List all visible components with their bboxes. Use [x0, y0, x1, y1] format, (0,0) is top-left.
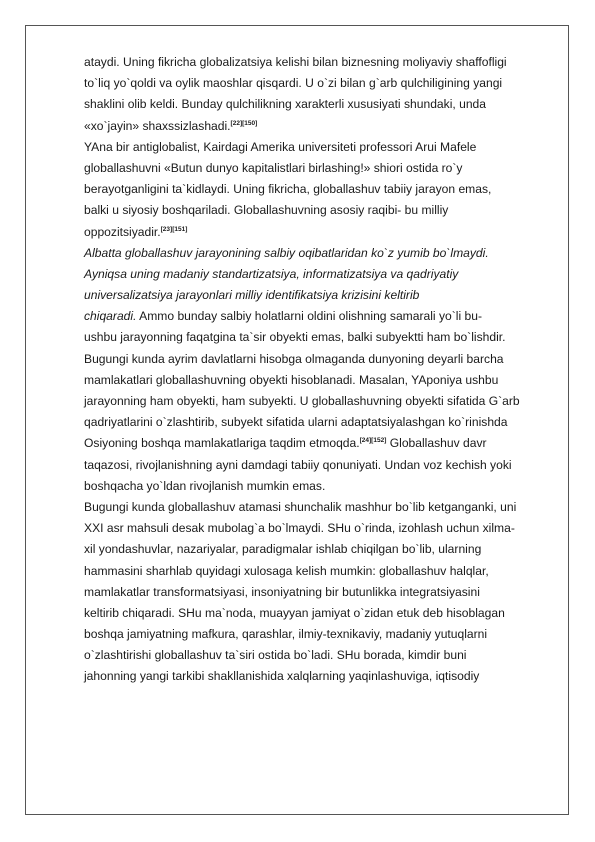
text-segment: Ammo bunday salbiy holatlarni oldini olishning samarali yo`li bu- [136, 309, 482, 324]
italic-segment: chiqaradi. [84, 309, 137, 324]
text-line: Bugungi kunda ayrim davlatlarni hisobga olmaganda dunyoning deyarli barcha [84, 351, 504, 366]
text-line: boshqacha yo`ldan rivojlanish mumkin emas. [84, 478, 326, 493]
text-line: qadriyatlarini o`zlashtirib, subyekt sifatida ularni adaptatsiyalashgan ko`rinishda [84, 415, 508, 430]
text-line [84, 116, 554, 137]
text-line: berayotganligini ta`kidlaydi. Uning fikricha, globallashuv tabiiy jarayon emas, [84, 182, 492, 197]
text-line [84, 306, 554, 327]
text-line: hammasini sharhlab quyidagi xulosaga kelish mumkin: globallashuv halqlar, [84, 563, 489, 578]
text-line: YAna bir antiglobalist, Kairdagi Amerika universiteti professori Arui Mafele [84, 139, 477, 154]
text-line: ataydi. Uning fikricha globalizatsiya kelishi bilan biznesning moliyaviy shaffofligi [84, 55, 507, 69]
text-line [84, 433, 554, 454]
text-segment: Osiyoning boshqa mamlakatlariga taqdim etmoqda. [84, 436, 360, 451]
footnote-ref[interactable]: [23][151] [160, 225, 188, 233]
footnote-ref[interactable]: [24][152] [359, 437, 387, 445]
text-line: globallashuvni «Butun dunyo kapitalistlari birlashing!» shiori ostida ro`y [84, 160, 463, 175]
text-line: o`zlashtirishi globallashuv ta`siri ostida bo`ladi. SHu borada, kimdir buni [84, 648, 467, 663]
text-line: keltirib chiqaradi. SHu ma`noda, muayyan jamiyat o`zidan etuk deb hisoblagan [84, 605, 505, 620]
text-line: mamlakatlari globallashuvning obyekti hisoblanadi. Masalan, YAponiya ushbu [84, 372, 499, 387]
text-line: taqazosi, rivojlanishning ayni damdagi tabiiy qonuniyati. Undan voz kechish yoki [84, 457, 512, 472]
text-segment: «xo`jayin» shaxssizlashadi. [84, 118, 231, 133]
text-line: balki u siyosiy boshqariladi. Globallashuvning asosiy raqibi- bu milliy [84, 203, 449, 218]
text-line: jahonning yangi tarkibi shakllanishida xalqlarning yaqinlashuviga, iqtisodiy [84, 669, 480, 684]
text-line: boshqa jamiyatning mafkura, qarashlar, ilmiy-texnikaviy, madaniy yutuqlarni [84, 627, 488, 642]
text-line: jarayonning ham obyekti, ham subyekti. U globallashuvning obyekti sifatida G`arb [84, 394, 520, 408]
document-body [84, 52, 554, 688]
text-line: Bugungi kunda globallashuv atamasi shunchalik mashhur bo`lib ketganganki, uni [84, 499, 517, 514]
text-line: mamlakatlar transformatsiyasi, insoniyatning bir butunlikka integratsiyasini [84, 584, 480, 599]
italic-line: Albatta globallashuv jarayonining salbiy oqibatlaridan ko`z yumib bo`lmaydi. [84, 245, 489, 260]
footnote-ref[interactable]: [22][150] [230, 119, 258, 127]
text-segment: Globallashuv davr [386, 436, 487, 451]
text-line: ushbu jarayonning faqatgina ta`sir obyekti emas, balki subyektti ham bo`lishdir. [84, 330, 506, 345]
italic-line: Ayniqsa uning madaniy standartizatsiya, informatizatsiya va qadriyatiy [84, 266, 459, 281]
text-line: to`liq yo`qoldi va oylik maoshlar qisqardi. U o`zi bilan g`arb qulchiligining yangi [84, 76, 503, 91]
text-line: XXI asr mahsuli desak mubolag`a bo`lmaydi. SHu o`rinda, izohlash uchun xilma- [84, 521, 515, 536]
text-line [84, 222, 554, 243]
italic-line: universalizatsiya jarayonlari milliy identifikatsiya krizisini keltirib [84, 288, 420, 303]
text-line: shaklini olib keldi. Bunday qulchilikning xarakterli xususiyati shundaki, unda [84, 97, 487, 112]
text-line: xil yondashuvlar, nazariyalar, paradigmalar ishlab chiqilgan bo`lib, ularning [84, 542, 482, 557]
text-segment: oppozitsiyadir. [84, 224, 161, 239]
